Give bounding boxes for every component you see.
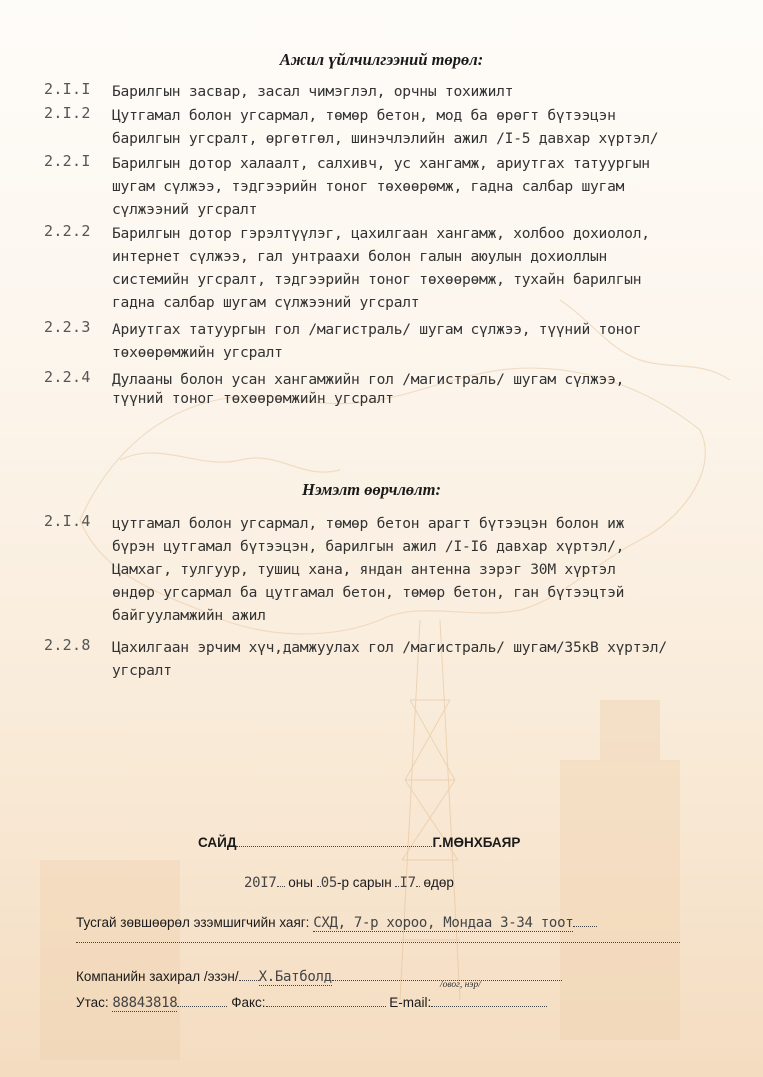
- text-line: системийн угсралт, тэдгээрийн тоног төхөөрөмж, тухайн барилгын: [112, 271, 642, 288]
- director-line: [76, 966, 562, 985]
- director-label: Компанийн захирал /эзэн/: [76, 969, 239, 984]
- address-line: [76, 912, 597, 931]
- heading-activity: Ажил үйлчилгээний төрөл:: [279, 50, 484, 69]
- dots: [277, 872, 285, 887]
- text-line: угсралт: [112, 662, 172, 679]
- text-line: шугам сүлжээ, тэдгээрийн тоног төхөөрөмж, гадна салбар шугам: [112, 178, 625, 195]
- date-line: [244, 872, 454, 891]
- item-text: [112, 318, 737, 364]
- text-line: байгууламжийн ажил: [112, 607, 266, 624]
- address-continuation-dots: [76, 942, 680, 943]
- item-text: [112, 368, 737, 410]
- item-number: 2.2.8: [44, 636, 91, 654]
- text-line: гадна салбар шугам сүлжээний угсралт: [112, 294, 420, 311]
- text-line: бүрэн цутгамал бүтээцэн, барилгын ажил /I-I6 давхар хүртэл/,: [112, 538, 625, 555]
- date-day: I7: [399, 875, 416, 891]
- fax-label: Факс:: [231, 995, 266, 1010]
- item-text: [112, 104, 737, 150]
- heading-amendment: Нэмэлт өөрчлөлт:: [302, 480, 441, 499]
- email-label: E-mail:: [389, 995, 432, 1010]
- item-number: 2.2.2: [44, 222, 91, 240]
- date-year: 20I7: [244, 875, 277, 891]
- dots: [431, 992, 547, 1007]
- dots: [573, 912, 597, 927]
- month-suffix: -р сарын: [336, 875, 392, 890]
- dots: [239, 966, 259, 981]
- text-line: Барилгын дотор гэрэлтүүлэг, цахилгаан хангамж, холбоо дохиолол,: [112, 225, 650, 242]
- item-text: [112, 80, 737, 103]
- item-number: 2.2.4: [44, 368, 91, 386]
- text-line: түүний тоног төхөөрөмжийн угсралт: [112, 390, 394, 407]
- text-line: өндөр угсармал ба цутгамал бетон, төмөр бетон, ган бүтээцтэй: [112, 584, 625, 601]
- year-suffix: оны: [288, 875, 313, 890]
- text-line: цутгамал болон угсармал, төмөр бетон арагт бүтээцэн болон иж: [112, 515, 625, 532]
- contact-line: [76, 992, 547, 1011]
- director-value: Х.Батболд: [258, 969, 332, 985]
- phone-label: Утас:: [76, 995, 109, 1010]
- dots: [416, 872, 420, 887]
- day-suffix: өдөр: [423, 875, 454, 890]
- item-text: [112, 152, 737, 221]
- item-number: 2.I.2: [44, 104, 91, 122]
- text-line: Цутгамал болон угсармал, төмөр бетон, мод ба өрөгт бүтээцэн: [112, 107, 616, 124]
- text-line: барилгын угсралт, өргөтгөл, шинэчлэлийн ажил /I-5 давхар хүртэл/: [112, 130, 659, 147]
- text-line: Барилгын засвар, засал чимэглэл, орчны тохижилт: [112, 83, 514, 100]
- text-line: интернет сүлжээ, гал унтраахи болон галын аюулын дохиоллын: [112, 248, 608, 265]
- text-line: сүлжээний угсралт: [112, 201, 258, 218]
- dots: [177, 992, 227, 1007]
- item-number: 2.2.I: [44, 152, 91, 170]
- text-line: Ариутгах татуургын гол /магистраль/ шугам сүлжээ, түүний тоног: [112, 321, 642, 338]
- address-label: Тусгай зөвшөөрөл эзэмшигчийн хаяг:: [76, 915, 310, 930]
- director-note: /овог, нэр/: [440, 980, 481, 990]
- text-line: төхөөрөмжийн угсралт: [112, 344, 283, 361]
- item-number: 2.I.4: [44, 512, 91, 530]
- text-line: Дулааны болон усан хангамжийн гол /магистраль/ шугам сүлжээ,: [112, 371, 625, 388]
- minister-name: Г.МӨНХБАЯР: [432, 835, 521, 850]
- text-line: Цахилгаан эрчим хүч,дамжуулах гол /магистраль/ шугам/35кВ хүртэл/: [112, 639, 667, 656]
- dots: [332, 966, 562, 981]
- address-value: СХД, 7-р хороо, Мондаа 3-34 тоот: [313, 915, 574, 931]
- item-text: [112, 222, 737, 314]
- text-line: Цамхаг, тулгуур, тушиц хана, яндан антенна зэрэг 30М хүртэл: [112, 561, 616, 578]
- item-text: [112, 636, 737, 682]
- item-number: 2.2.3: [44, 318, 91, 336]
- item-number: 2.I.I: [44, 80, 91, 98]
- date-month: 05: [320, 875, 337, 891]
- text-line: Барилгын дотор халаалт, салхивч, ус хангамж, ариутгах татуургын: [112, 155, 650, 172]
- dots: [266, 992, 386, 1007]
- phone-value: 88843818: [112, 995, 178, 1011]
- signature-dots: [236, 832, 432, 847]
- minister-label: САЙД: [198, 835, 237, 850]
- minister-signature-line: [198, 832, 520, 850]
- item-text: [112, 512, 737, 627]
